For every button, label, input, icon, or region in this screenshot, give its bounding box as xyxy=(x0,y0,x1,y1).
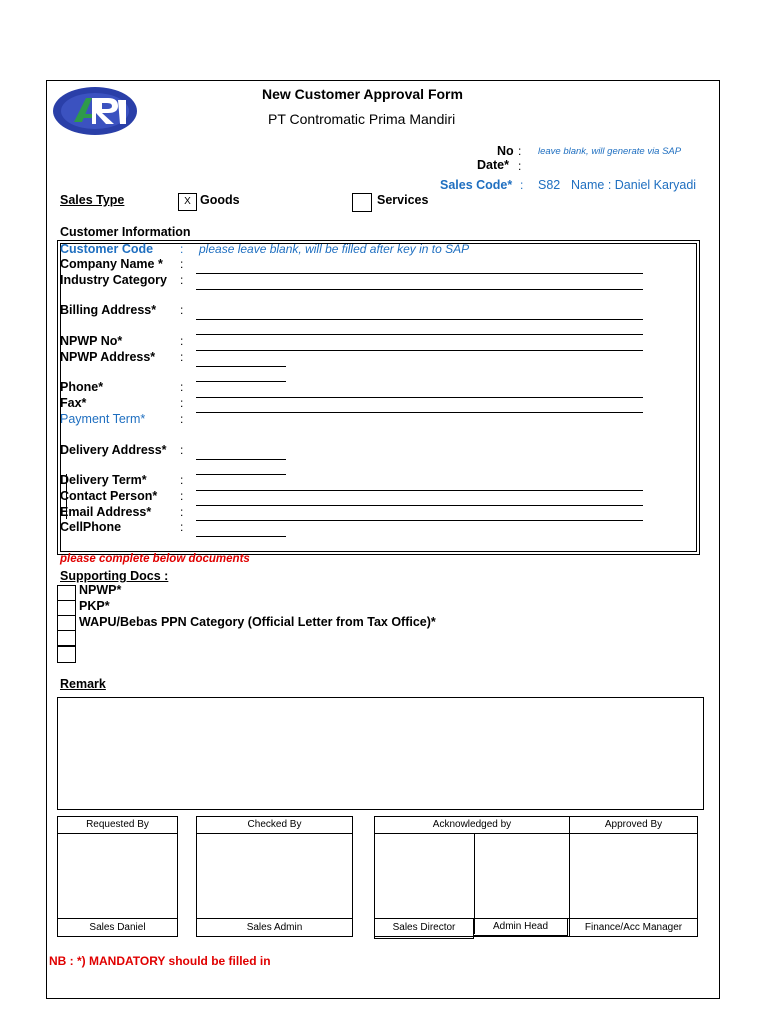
checked-by-label: Checked By xyxy=(247,819,302,830)
phone-label: Phone* xyxy=(60,380,104,394)
acknowledged-by-label: Acknowledged by xyxy=(432,819,512,830)
npwp-address-colon: : xyxy=(180,350,184,364)
company-name-colon: : xyxy=(180,257,184,271)
email-address-field[interactable] xyxy=(196,520,643,521)
services-label: Services xyxy=(377,193,429,207)
npwp-address-label: NPWP Address* xyxy=(60,350,156,364)
fax-field[interactable] xyxy=(196,412,643,413)
no-colon: : xyxy=(518,144,522,158)
remark-label: Remark xyxy=(60,677,106,691)
delivery-address-field-2[interactable] xyxy=(196,474,286,475)
mandatory-note: NB : *) MANDATORY should be filled in xyxy=(49,954,271,968)
extra-checkbox-1[interactable] xyxy=(57,630,76,646)
date-label: Date* xyxy=(477,158,509,172)
npwp-checkbox[interactable] xyxy=(57,585,76,601)
sales-code-label: Sales Code* xyxy=(440,178,513,192)
customer-code-label: Customer Code xyxy=(60,242,154,256)
sales-director-name: Sales Director xyxy=(392,922,456,933)
contact-person-colon: : xyxy=(180,489,184,503)
delivery-address-colon: : xyxy=(180,443,184,457)
checked-by-box xyxy=(196,816,353,937)
npwp-address-field-1[interactable] xyxy=(196,366,286,367)
company-name: PT Contromatic Prima Mandiri xyxy=(268,111,456,127)
extra-checkbox-2[interactable] xyxy=(57,646,76,663)
payment-term-colon: : xyxy=(180,412,184,426)
contact-person-field[interactable] xyxy=(196,505,643,506)
payment-term-label: Payment Term* xyxy=(60,412,146,426)
industry-category-label: Industry Category xyxy=(60,273,167,287)
npwp-address-field-2[interactable] xyxy=(196,381,286,382)
billing-address-label: Billing Address* xyxy=(60,303,157,317)
customer-code-hint: please leave blank, will be filled after key in to SAP xyxy=(199,242,470,256)
no-hint: leave blank, will generate via SAP xyxy=(538,146,682,157)
services-checkbox[interactable] xyxy=(352,193,372,212)
company-name-field[interactable] xyxy=(196,273,643,274)
approved-by-label: Approved By xyxy=(604,819,663,830)
npwp-no-field[interactable] xyxy=(196,350,643,351)
phone-field[interactable] xyxy=(196,397,643,398)
supporting-note: please complete below documents xyxy=(60,553,250,565)
form-title: New Customer Approval Form xyxy=(262,86,463,102)
date-colon: : xyxy=(518,159,522,173)
doc-npwp-label: NPWP* xyxy=(79,583,122,597)
sales-name: Name : Daniel Karyadi xyxy=(571,178,697,192)
phone-colon: : xyxy=(180,380,184,394)
npwp-no-colon: : xyxy=(180,334,184,348)
delivery-term-colon: : xyxy=(180,473,184,487)
industry-category-field[interactable] xyxy=(196,289,643,290)
sales-type-label: Sales Type xyxy=(60,193,125,207)
pkp-checkbox[interactable] xyxy=(57,600,76,616)
no-label: No xyxy=(497,144,514,158)
npwp-no-label: NPWP No* xyxy=(60,334,123,348)
customer-code-colon: : xyxy=(180,242,184,256)
doc-wapu-label: WAPU/Bebas PPN Category (Official Letter from Tax Office)* xyxy=(79,615,436,629)
email-address-label: Email Address* xyxy=(60,505,152,519)
sales-code-value: S82 xyxy=(538,178,561,192)
sales-code-colon: : xyxy=(520,178,524,192)
fax-label: Fax* xyxy=(60,396,87,410)
contact-person-label: Contact Person* xyxy=(60,489,158,503)
customer-info-heading: Customer Information xyxy=(60,225,191,239)
supporting-docs-heading: Supporting Docs : xyxy=(60,569,169,583)
delivery-address-label: Delivery Address* xyxy=(60,443,167,457)
goods-label: Goods xyxy=(200,193,240,207)
sales-director-box xyxy=(374,918,474,939)
requested-by-box xyxy=(57,816,178,937)
wapu-checkbox[interactable] xyxy=(57,615,76,631)
admin-head-box xyxy=(473,918,568,937)
delivery-address-field-1[interactable] xyxy=(196,459,286,460)
cellphone-colon: : xyxy=(180,520,184,534)
fax-colon: : xyxy=(180,396,184,410)
delivery-term-label: Delivery Term* xyxy=(60,473,147,487)
billing-address-colon: : xyxy=(180,303,184,317)
cellphone-label: CellPhone xyxy=(60,520,122,534)
cellphone-field[interactable] xyxy=(196,536,286,537)
requested-by-label: Requested By xyxy=(86,819,149,830)
company-logo xyxy=(52,86,138,136)
billing-address-field-1[interactable] xyxy=(196,319,643,320)
goods-checkbox[interactable]: X xyxy=(178,193,197,211)
checked-by-name: Sales Admin xyxy=(246,922,303,933)
email-address-colon: : xyxy=(180,505,184,519)
approved-by-name: Finance/Acc Manager xyxy=(584,922,683,933)
remark-textarea[interactable] xyxy=(57,697,704,810)
billing-address-field-2[interactable] xyxy=(196,334,643,335)
doc-pkp-label: PKP* xyxy=(79,599,110,613)
delivery-term-field[interactable] xyxy=(196,490,643,491)
industry-category-colon: : xyxy=(180,273,184,287)
admin-head-name: Admin Head xyxy=(492,921,549,932)
requested-by-name: Sales Daniel xyxy=(89,922,146,933)
company-name-label: Company Name * xyxy=(60,257,163,271)
